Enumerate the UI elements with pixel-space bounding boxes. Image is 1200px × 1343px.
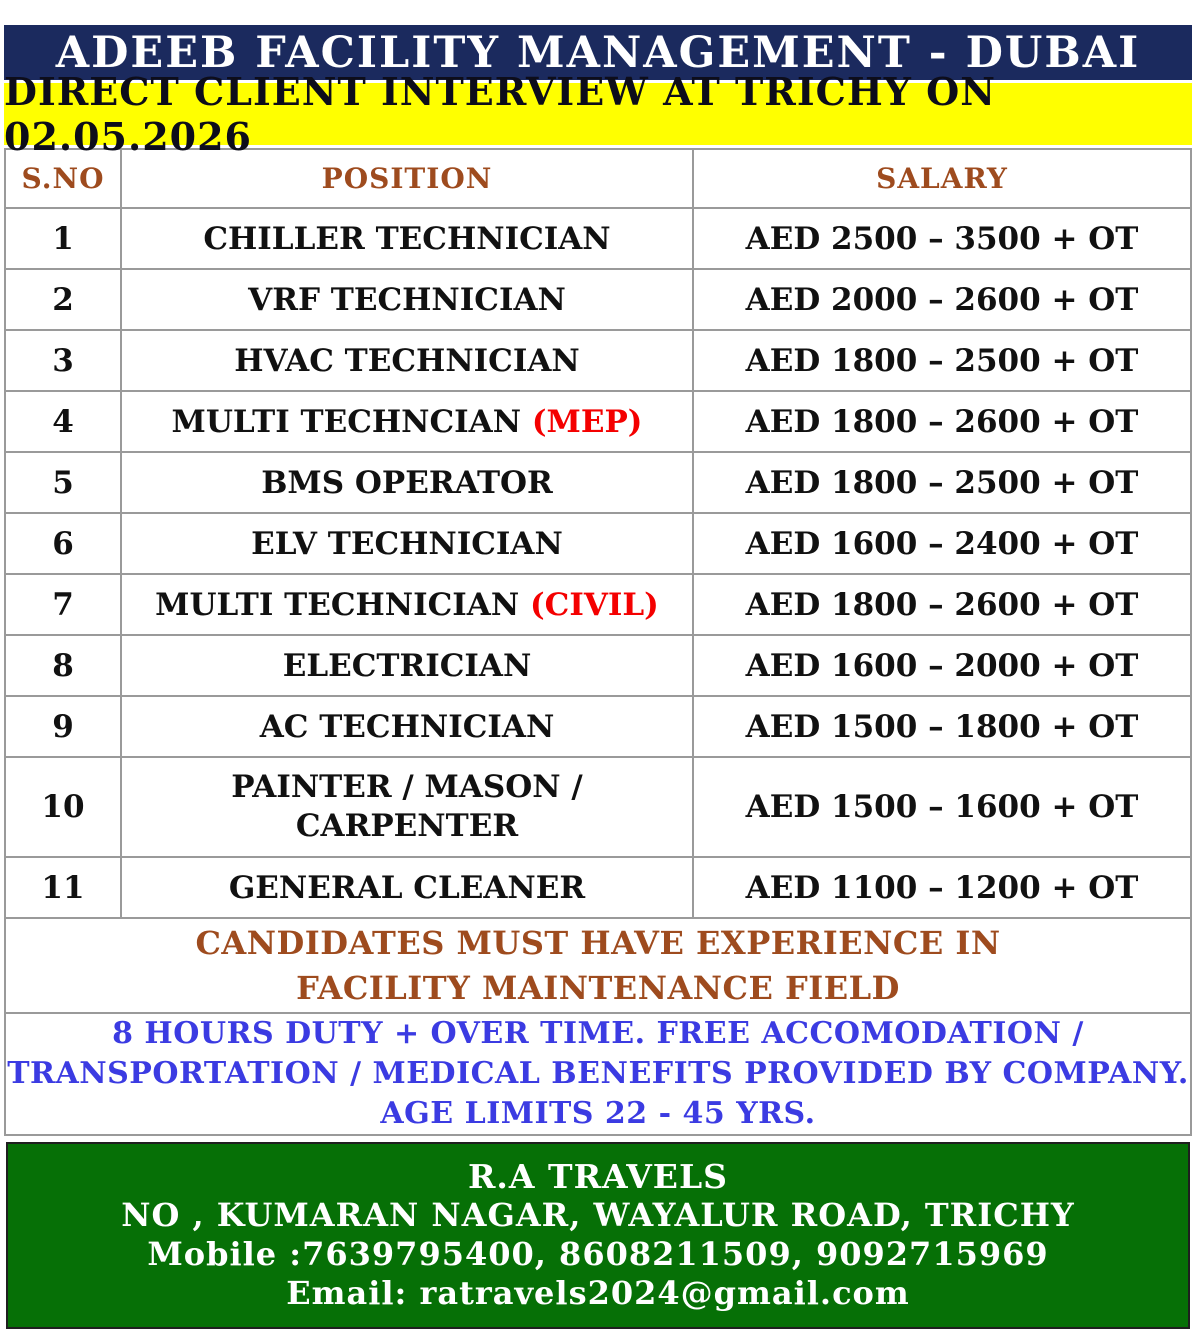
table-row xyxy=(5,330,1191,391)
row-salary: AED 1600 – 2000 + OT xyxy=(693,635,1191,696)
experience-note-row xyxy=(5,918,1191,1013)
header-position: POSITION xyxy=(121,149,693,208)
row-sno: 6 xyxy=(5,513,121,574)
row-salary: AED 1800 – 2500 + OT xyxy=(693,452,1191,513)
agency-address: NO , KUMARAN NAGAR, WAYALUR ROAD, TRICHY xyxy=(121,1196,1075,1234)
header-salary: SALARY xyxy=(693,149,1191,208)
row-position: AC TECHNICIAN xyxy=(121,696,693,757)
row-salary: AED 1500 – 1600 + OT xyxy=(693,757,1191,857)
table-row xyxy=(5,635,1191,696)
table-row xyxy=(5,208,1191,269)
row-sno: 8 xyxy=(5,635,121,696)
interview-subtitle-banner xyxy=(4,69,1192,159)
row-position: MULTI TECHNICIAN (CIVIL) xyxy=(121,574,693,635)
row-salary: AED 2500 – 3500 + OT xyxy=(693,208,1191,269)
row-sno: 7 xyxy=(5,574,121,635)
table-row xyxy=(5,574,1191,635)
table-row xyxy=(5,857,1191,918)
row-sno: 2 xyxy=(5,269,121,330)
company-title: ADEEB FACILITY MANAGEMENT - DUBAI xyxy=(55,27,1141,78)
row-position: ELECTRICIAN xyxy=(121,635,693,696)
row-sno: 9 xyxy=(5,696,121,757)
row-position: BMS OPERATOR xyxy=(121,452,693,513)
benefits-note-row xyxy=(5,1013,1191,1135)
row-salary: AED 1800 – 2600 + OT xyxy=(693,574,1191,635)
benefits-note-line2: TRANSPORTATION / MEDICAL BENEFITS PROVIDED BY COMPANY. xyxy=(7,1056,1189,1091)
experience-note-line1: CANDIDATES MUST HAVE EXPERIENCE IN xyxy=(195,923,1001,962)
row-sno: 10 xyxy=(5,757,121,857)
table-row xyxy=(5,757,1191,857)
row-position: CHILLER TECHNICIAN xyxy=(121,208,693,269)
row-position: GENERAL CLEANER xyxy=(121,857,693,918)
row-position: HVAC TECHNICIAN xyxy=(121,330,693,391)
row-salary: AED 1600 – 2400 + OT xyxy=(693,513,1191,574)
row-position: VRF TECHNICIAN xyxy=(121,269,693,330)
agency-email: Email: ratravels2024@gmail.com xyxy=(286,1274,910,1312)
table-row xyxy=(5,696,1191,757)
table-row xyxy=(5,269,1191,330)
interview-subtitle: DIRECT CLIENT INTERVIEW AT TRICHY ON 02.05.2026 xyxy=(4,69,996,159)
row-position: PAINTER / MASON / CARPENTER xyxy=(121,757,693,857)
row-sno: 5 xyxy=(5,452,121,513)
row-position: ELV TECHNICIAN xyxy=(121,513,693,574)
row-salary: AED 1800 – 2500 + OT xyxy=(693,330,1191,391)
positions-table xyxy=(4,148,1192,1136)
table-row xyxy=(5,391,1191,452)
position-tag: (MEP) xyxy=(531,403,643,440)
row-sno: 4 xyxy=(5,391,121,452)
benefits-note-line1: 8 HOURS DUTY + OVER TIME. FREE ACCOMODATION / xyxy=(112,1016,1084,1051)
table-row xyxy=(5,452,1191,513)
row-sno: 11 xyxy=(5,857,121,918)
row-position: MULTI TECHNCIAN (MEP) xyxy=(121,391,693,452)
row-salary: AED 2000 – 2600 + OT xyxy=(693,269,1191,330)
row-salary: AED 1800 – 2600 + OT xyxy=(693,391,1191,452)
experience-note-line2: FACILITY MAINTENANCE FIELD xyxy=(296,968,900,1007)
benefits-note xyxy=(5,1013,1191,1135)
agency-mobile-numbers: Mobile :7639795400, 8608211509, 9092715969 xyxy=(147,1235,1049,1273)
agency-footer xyxy=(6,1142,1190,1329)
row-sno: 3 xyxy=(5,330,121,391)
benefits-note-line3: AGE LIMITS 22 - 45 YRS. xyxy=(380,1096,816,1131)
experience-note xyxy=(5,918,1191,1013)
agency-name: R.A TRAVELS xyxy=(468,1157,728,1196)
row-sno: 1 xyxy=(5,208,121,269)
position-tag: (CIVIL) xyxy=(529,586,659,623)
row-salary: AED 1500 – 1800 + OT xyxy=(693,696,1191,757)
header-sno: S.NO xyxy=(5,149,121,208)
row-salary: AED 1100 – 1200 + OT xyxy=(693,857,1191,918)
table-row xyxy=(5,513,1191,574)
